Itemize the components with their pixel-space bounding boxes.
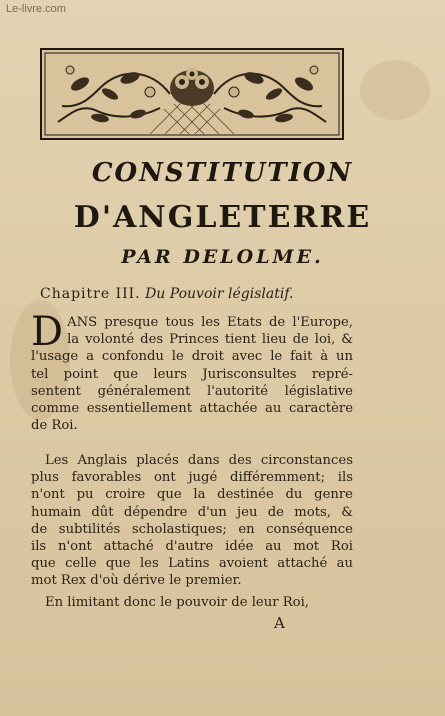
chapter-subtitle: Du Pouvoir législatif.: [145, 286, 294, 302]
text-line: sentent généralement l'autorité législative: [31, 383, 353, 399]
paragraph-1: [31, 309, 353, 434]
title-line-1: CONSTITUTION: [91, 158, 354, 188]
text-line: comme essentiellement attachée au caractère: [31, 400, 353, 416]
chapter-label: Chapitre III.: [40, 286, 141, 302]
text-line: la volonté des Princes tient lieu de loi, &: [67, 332, 353, 348]
text-line: humain dût dépendre d'un jeu de mots, &: [31, 504, 353, 520]
text-line: ils n'ont attaché d'autre idée au mot Roi: [31, 538, 353, 554]
paragraph-3: [31, 594, 353, 611]
text-line: mot Rex d'où dérive le premier.: [31, 573, 242, 589]
chapter-heading: [40, 286, 360, 302]
floral-headpiece-icon: [40, 48, 344, 140]
title-line-2: D'ANGLETERRE: [73, 200, 372, 235]
text-line: l'usage a confondu le droit avec le fait à un: [31, 349, 353, 365]
text-line: n'ont pu croire que la destinée du genre: [31, 487, 353, 503]
paper-stain: [360, 60, 430, 120]
title-author: PAR DELOLME.: [121, 246, 324, 268]
text-line: de Roi.: [31, 418, 78, 434]
text-line: que celle que les Latins avoient attaché au: [31, 556, 353, 572]
signature-mark: A: [274, 614, 285, 632]
watermark: Le-livre.com: [6, 3, 66, 15]
text-line: tel point que leurs Jurisconsultes repré-: [31, 366, 353, 382]
text-line: ANS presque tous les Etats de l'Europe,: [67, 315, 353, 330]
text-line: En limitant donc le pouvoir de leur Roi,: [45, 595, 309, 610]
text-line: Les Anglais placés dans des circonstances: [45, 453, 353, 468]
paragraph-2: [31, 452, 353, 590]
text-line: de subtilités scholastiques; en conséquence: [31, 521, 353, 537]
drop-cap: D: [31, 309, 64, 355]
text-line: plus favorables ont jugé différemment; ils: [31, 470, 353, 486]
